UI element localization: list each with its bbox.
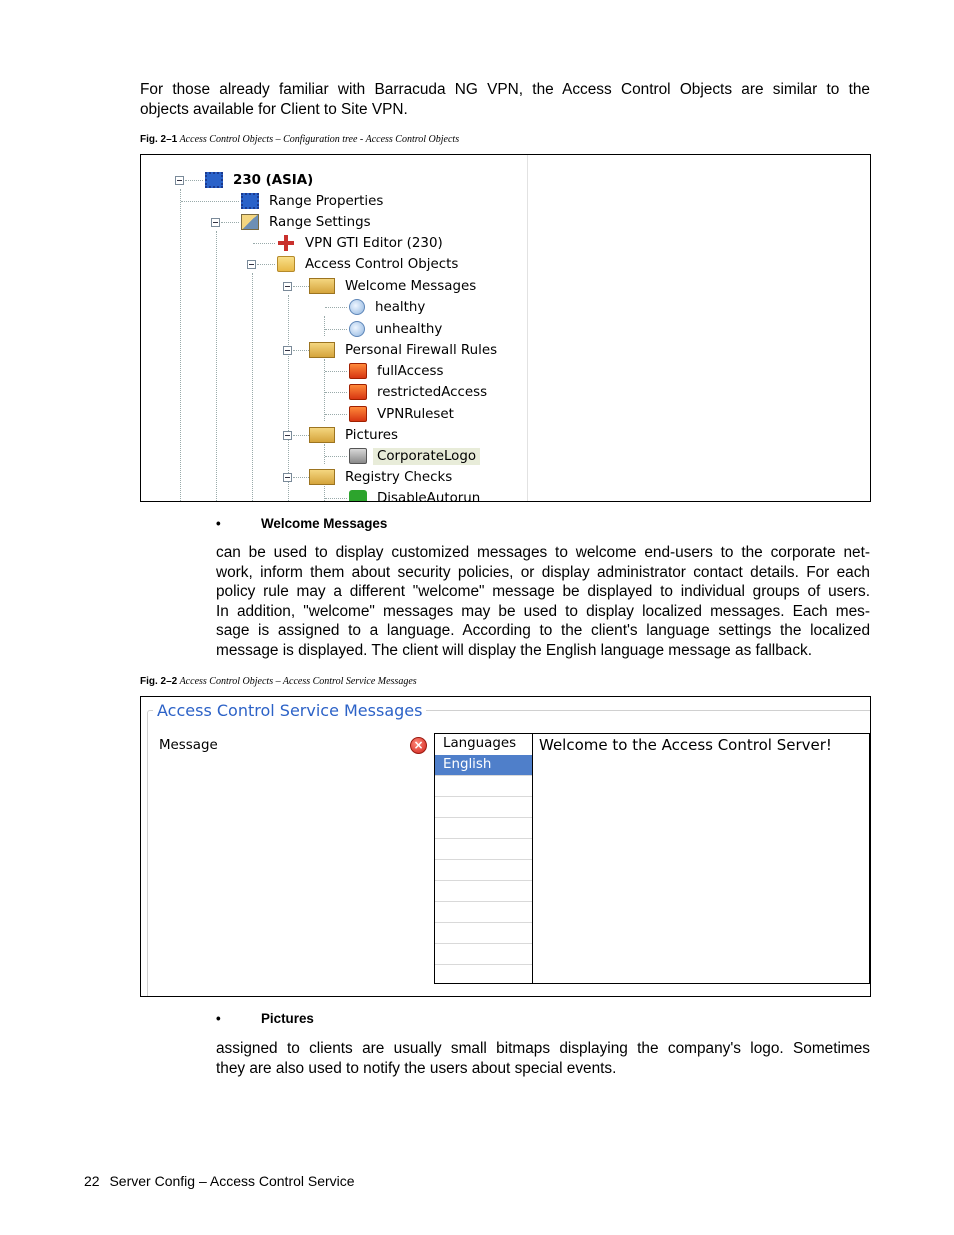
language-item-english[interactable]: English [435,755,532,776]
tree-node-label: Range Settings [269,214,371,230]
tree-node-label: healthy [375,299,426,315]
page-number: 22 [84,1173,100,1189]
settings-icon [241,214,259,230]
folder-icon [277,256,295,272]
paragraph-line: they are also used to notify the users about special events. [216,1059,617,1077]
language-empty-row[interactable] [435,860,532,881]
bullet-symbol: • [216,516,221,531]
message-icon [349,321,365,337]
fig2-service-messages [140,696,871,997]
tree-node-healthy[interactable] [349,297,425,317]
tree-node-full-access[interactable] [349,361,443,381]
tree-node-unhealthy[interactable] [349,319,442,339]
folder-gear-icon [309,427,335,443]
intro-line-1: For those already familiar with Barracuda NG VPN, the Access Control Objects are similar to the [140,81,870,98]
bullet-symbol: • [216,1011,221,1026]
firewall-icon [349,406,367,422]
firewall-icon [349,363,367,379]
fig1-config-tree [140,154,871,502]
vpn-gti-icon [277,235,295,251]
range-icon [205,172,223,188]
firewall-icon [349,384,367,400]
fig1-caption-text: Access Control Objects – Configuration tree - Access Control Objects [179,134,460,145]
bullet-welcome-messages [216,516,388,531]
folder-gear-icon [309,469,335,485]
page-footer [84,1173,355,1189]
tree-node-label: Range Properties [269,193,384,209]
languages-header: Languages [443,736,517,751]
tree-node-label: Registry Checks [345,469,453,485]
acs-group-title: Access Control Service Messages [153,701,426,720]
tree-node-disable-autorun[interactable] [349,488,480,502]
firewall-rules-expander[interactable] [283,346,292,355]
tree-node-welcome-messages[interactable] [309,276,476,296]
language-empty-row[interactable] [435,839,532,860]
error-icon: × [410,737,427,754]
fig1-caption [140,134,459,145]
fig2-label: Fig. 2–2 [140,676,178,687]
tree-node-label: unhealthy [375,321,443,337]
tree-node-label: VPN GTI Editor (230) [305,235,443,251]
language-empty-row[interactable] [435,797,532,818]
tree-column-divider [527,155,528,501]
aco-expander[interactable] [247,260,256,269]
message-icon [349,299,365,315]
welcome-messages-paragraph [216,543,870,661]
welcome-messages-expander[interactable] [283,282,292,291]
intro-paragraph [140,80,870,119]
paragraph-line: assigned to clients are usually small bitmaps displaying the company's logo. Sometimes [216,1040,870,1057]
range-settings-expander[interactable] [211,218,220,227]
tree-node-range-properties[interactable] [241,191,383,211]
tree-node-corporate-logo[interactable] [349,446,480,466]
paragraph-line: policy rule may a different "welcome" message be displayed to individual groups of users. [216,583,870,601]
registry-check-icon [349,490,367,502]
tree-node-restricted-access[interactable] [349,382,487,402]
language-empty-row[interactable] [435,902,532,923]
root-expander[interactable] [175,176,184,185]
tree-node-registry-checks[interactable] [309,467,452,487]
language-empty-row[interactable] [435,776,532,797]
pictures-expander[interactable] [283,431,292,440]
tree-node-vpn-ruleset[interactable] [349,404,454,424]
paragraph-line: sage is assigned to a language. According to the client's language settings the localized [216,622,870,640]
language-empty-row[interactable] [435,944,532,965]
paragraph-line: message is displayed. The client will display the English language message as fallback. [216,641,813,659]
tree-node-label: Personal Firewall Rules [345,342,498,358]
paragraph-line: In addition, "welcome" messages may be used to display localized messages. Each mes- [216,602,870,620]
fig2-caption-text: Access Control Objects – Access Control Service Messages [179,676,417,687]
tree-node-pictures[interactable] [309,425,398,445]
language-empty-row[interactable] [435,818,532,839]
tree-node-range-settings[interactable] [241,212,371,232]
picture-icon [349,448,367,464]
tree-node-label: 230 (ASIA) [233,172,314,188]
message-text: Welcome to the Access Control Server! [539,736,832,754]
paragraph-line: can be used to display customized messages to welcome end-users to the corporate net- [216,544,870,561]
language-empty-row[interactable] [435,923,532,944]
tree-node-label: fullAccess [377,363,444,379]
pictures-paragraph [216,1039,870,1078]
tree-node-access-control-objects[interactable] [277,254,458,274]
bullet-title: Welcome Messages [261,516,388,531]
tree-node-personal-firewall-rules[interactable] [309,340,497,360]
fig2-caption [140,676,417,687]
tree-node-label: restrictedAccess [377,384,488,400]
folder-gear-icon [309,342,335,358]
tree-node-label: VPNRuleset [377,406,454,422]
paragraph-line: work, inform them about security policies, or display administrator contact details. For each [216,563,870,581]
footer-section: Server Config – Access Control Service [109,1173,355,1189]
language-empty-row[interactable] [435,881,532,902]
tree-node-label: Welcome Messages [345,278,477,294]
message-label: Message [159,738,218,753]
message-text-area[interactable] [532,733,870,984]
tree-node-label: Access Control Objects [305,256,459,272]
tree-node-label: DisableAutorun [377,490,481,502]
tree-node-label: CorporateLogo [373,448,480,465]
bullet-pictures [216,1011,314,1026]
tree-node-vpn-gti-editor[interactable] [277,233,443,253]
folder-gear-icon [309,278,335,294]
tree-node-label: Pictures [345,427,399,443]
intro-line-2: objects available for Client to Site VPN. [140,100,408,118]
fig1-label: Fig. 2–1 [140,134,178,145]
range-properties-icon [241,193,259,209]
languages-list[interactable] [434,733,533,984]
registry-checks-expander[interactable] [283,473,292,482]
tree-node-root[interactable] [205,170,313,190]
bullet-title: Pictures [261,1011,314,1026]
